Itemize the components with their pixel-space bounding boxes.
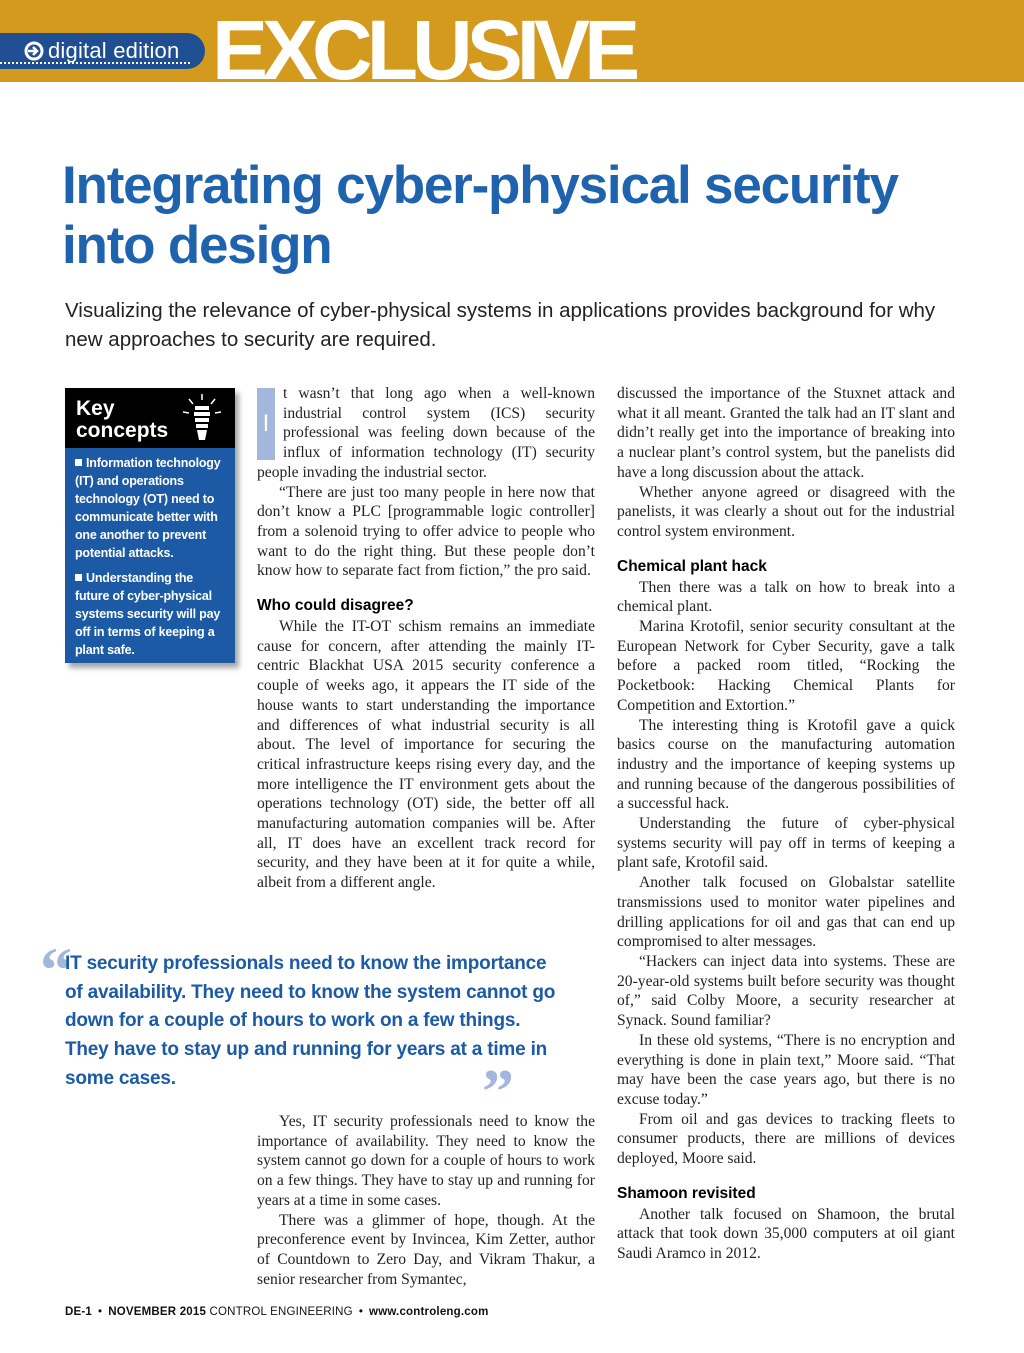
pull-quote: IT security professionals need to know the importance of availability. They need to know the system cannot go down for a couple of hours to work on a few things. They have to stay up and running for years at a time in some cases. (65, 953, 556, 1089)
paragraph: discussed the importance of the Stuxnet attack and what it all meant. Granted the talk had an IT slant and didn’t really get into the importance of breaking into a nuclear plant’s control system, but the panelists did have a long discussion about the attack. (617, 385, 955, 481)
paragraph: Another talk focused on Shamoon, the brutal attack that took down 35,000 computers at oil giant Saudi Aramco in 2012. (617, 1205, 955, 1263)
page-number: DE-1 (65, 1306, 93, 1318)
key-concepts-header (65, 388, 235, 448)
paragraph: I t wasn’t that long ago when a well-known industrial control system (ICS) security professional was feeling down because of the influx of information technology (IT) security people invading the industrial sector. (257, 385, 595, 481)
open-quote-icon: “ (40, 934, 72, 1005)
divider (0, 62, 190, 64)
list-item: Understanding the future of cyber-physical systems security will pay off in terms of keeping a plant safe. (75, 571, 221, 657)
exclusive-banner: EXCLUSIVE (212, 3, 635, 97)
separator: • (358, 1306, 364, 1318)
paragraph: There was a glimmer of hope, though. At the preconference event by Invincea, Kim Zetter, author of Countdown to Zero Day, and Vikram Thakur, a senior researcher from Symantec, (257, 1211, 595, 1288)
paragraph: Another talk focused on Globalstar satellite transmissions used to monitor water pipelines and drilling applications for oil and gas that can end up compromised to alter messages. (617, 874, 955, 951)
website-link[interactable]: www.controleng.com (369, 1306, 489, 1318)
key-concepts-body (65, 448, 235, 663)
subheading: Chemical plant hack (617, 557, 767, 575)
arrow-circle-icon (24, 41, 44, 61)
paragraph: In these old systems, “There is no encryption and everything is done in plain text,” Moore said. “That may have been the case years ago, but there is no excuse today.” (617, 1031, 955, 1108)
subheading: Shamoon revisited (617, 1184, 756, 1202)
publication-name: CONTROL ENGINEERING (209, 1306, 353, 1318)
paragraph: Understanding the future of cyber-physical systems security will pay off in terms of keeping a plant safe, Krotofil said. (617, 815, 955, 872)
list-item: Information technology (IT) and operations technology (OT) need to communicate better with one another to prevent potential attacks. (75, 456, 221, 560)
close-quote-icon: ” (482, 1056, 514, 1127)
separator: • (98, 1306, 103, 1318)
drop-cap: I (257, 388, 275, 460)
paragraph: “There are just too many people in here now that don’t know a PLC [programmable logic controller] from a solenoid trying to offer advice to people who want to do the right thing. But these people don’t know how to separate fact from fiction,” the pro said. (257, 483, 595, 580)
digital-edition-label: digital edition (48, 38, 180, 63)
paragraph: Then there was a talk on how to break into a chemical plant. (617, 578, 955, 616)
article-column-1 (257, 384, 595, 893)
subheading: Who could disagree? (257, 597, 414, 615)
paragraph: “Hackers can inject data into systems. These are 20-year-old systems built before security was thought of,” said Colby Moore, a security researcher at Synack. Sound familiar? (617, 952, 955, 1030)
key-concepts-title: Key concepts (76, 397, 169, 442)
paragraph: The interesting thing is Krotofil gave a quick basics course on the manufacturing automation industry and the importance of keeping systems up and running because of the dangerous possibilities of a successful hack. (617, 716, 955, 813)
article-column-2 (617, 384, 955, 1264)
paragraph: Whether anyone agreed or disagreed with the panelists, it was clearly a shout out for the industrial control system environment. (617, 483, 955, 540)
article-deck: Visualizing the relevance of cyber-physical systems in applications provides background for why new approaches to security are required. (65, 299, 936, 351)
page-footer (65, 1306, 489, 1318)
paragraph: Marina Krotofil, senior security consultant at the European Network for Cyber Security, gave a talk before a packed room titled, “Rocking the Pocketbook: Hacking Chemical Plants for Competition and Extortion.” (617, 618, 955, 714)
lightbulb-icon (179, 392, 225, 446)
issue-date: NOVEMBER 2015 (108, 1306, 207, 1318)
paragraph: From oil and gas devices to tracking fleets to consumer products, there are millions of devices deployed, Moore said. (617, 1110, 955, 1168)
page-title: Integrating cyber-physical security into design (62, 156, 898, 275)
key-concepts-box (65, 388, 235, 663)
paragraph: Yes, IT security professionals need to know the importance of availability. They need to know the system cannot go down for a couple of hours to work on a few things. They have to stay up and running for years at a time in some cases. (257, 1113, 595, 1209)
paragraph: While the IT-OT schism remains an immediate cause for concern, after attending the mainly IT-centric Blackhat USA 2015 security conference a couple of weeks ago, it appears the IT side of the house wants to start understanding the importance and differences of what industrial security is all about. The level of importance for securing the critical infrastructure keeps rising every day, and the more intelligence the IT environment gets about the operations technology (OT) side, the better off all manufacturing automation companies will be. After all, IT does have an excellent track record for security, and they have been at it for quite a while, albeit from a different angle. (257, 618, 595, 892)
article-column-1-continued (257, 1112, 595, 1289)
digital-edition-tab[interactable] (0, 33, 205, 69)
